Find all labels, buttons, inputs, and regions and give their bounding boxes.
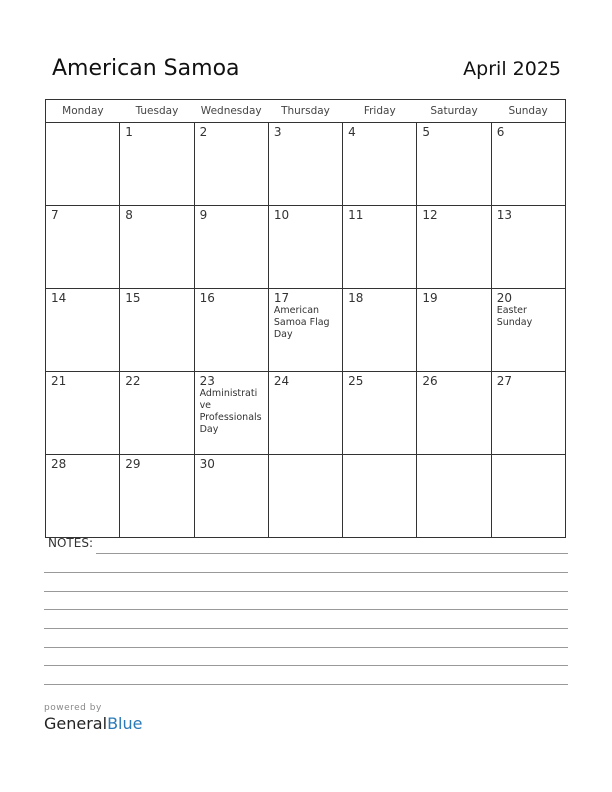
day-number: 28 <box>51 457 67 471</box>
day-cell <box>491 206 565 289</box>
day-cell <box>194 289 268 372</box>
day-number: 17 <box>273 291 290 305</box>
day-number: 9 <box>199 208 208 222</box>
day-cell <box>120 289 194 372</box>
day-cell <box>120 123 194 206</box>
day-number: 6 <box>496 125 505 139</box>
day-cell <box>417 455 491 538</box>
weekday-header: Friday <box>343 100 417 123</box>
notes-label: NOTES: <box>48 536 93 550</box>
weekday-header: Saturday <box>417 100 491 123</box>
day-cell <box>417 372 491 455</box>
day-cell <box>46 372 120 455</box>
weekday-header-row <box>46 100 566 123</box>
day-cell <box>343 123 417 206</box>
day-number: 21 <box>51 374 67 388</box>
day-number: 27 <box>496 374 512 388</box>
weekday-header: Monday <box>46 100 120 123</box>
day-number: 15 <box>125 291 141 305</box>
day-cell <box>46 206 120 289</box>
brand-name <box>44 714 142 733</box>
day-number: 25 <box>348 374 364 388</box>
weekday-header: Wednesday <box>194 100 268 123</box>
holiday-label: Administrative Professionals Day <box>199 388 262 435</box>
holiday-label: American Samoa Flag Day <box>273 305 330 340</box>
day-cell <box>491 455 565 538</box>
calendar-month: April 2025 <box>463 58 561 80</box>
day-number: 24 <box>273 374 290 388</box>
day-number: 14 <box>51 291 67 305</box>
day-number: 20 <box>496 291 512 305</box>
day-cell <box>268 123 342 206</box>
day-cell <box>343 372 417 455</box>
calendar-title: American Samoa <box>52 56 240 81</box>
day-number: 16 <box>199 291 215 305</box>
notes-line <box>44 647 568 648</box>
day-number: 4 <box>348 125 356 139</box>
notes-line <box>44 591 568 592</box>
day-cell <box>491 289 565 372</box>
day-cell <box>491 372 565 455</box>
day-number: 3 <box>273 125 282 139</box>
day-number: 11 <box>348 208 364 222</box>
day-number: 7 <box>51 208 59 222</box>
day-number: 19 <box>422 291 438 305</box>
notes-line <box>44 609 568 610</box>
day-cell <box>343 206 417 289</box>
notes-line <box>44 572 568 573</box>
day-cell <box>194 372 268 455</box>
week-row <box>46 123 566 206</box>
day-cell <box>417 123 491 206</box>
weekday-header: Sunday <box>491 100 565 123</box>
notes-line <box>44 628 568 629</box>
holiday-label: Easter Sunday <box>496 305 533 328</box>
day-cell <box>46 123 120 206</box>
day-cell <box>268 455 342 538</box>
day-cell <box>491 123 565 206</box>
day-cell <box>120 455 194 538</box>
day-cell <box>268 289 342 372</box>
week-row <box>46 289 566 372</box>
day-number: 5 <box>422 125 431 139</box>
week-row <box>46 455 566 538</box>
day-number: 22 <box>125 374 141 388</box>
day-cell <box>268 372 342 455</box>
day-cell <box>343 455 417 538</box>
day-number: 2 <box>199 125 208 139</box>
day-cell <box>268 206 342 289</box>
notes-line <box>96 553 568 554</box>
weekday-header: Tuesday <box>120 100 194 123</box>
notes-line <box>44 684 568 685</box>
week-row <box>46 206 566 289</box>
day-number: 8 <box>125 208 133 222</box>
brand-name-general: General <box>44 714 108 733</box>
day-cell <box>120 206 194 289</box>
day-cell <box>194 123 268 206</box>
weekday-header: Thursday <box>268 100 342 123</box>
day-cell <box>417 289 491 372</box>
day-number: 1 <box>125 125 133 139</box>
brand-logo <box>44 703 142 733</box>
day-number: 13 <box>496 208 512 222</box>
notes-line <box>44 665 568 666</box>
calendar-grid <box>45 99 566 538</box>
day-cell <box>194 206 268 289</box>
day-number: 23 <box>199 374 215 388</box>
powered-by-text: powered by <box>44 703 102 713</box>
day-number: 26 <box>422 374 438 388</box>
day-cell <box>417 206 491 289</box>
day-cell <box>120 372 194 455</box>
day-cell <box>194 455 268 538</box>
day-number: 30 <box>199 457 215 471</box>
day-cell <box>46 289 120 372</box>
day-cell <box>343 289 417 372</box>
day-number: 18 <box>348 291 364 305</box>
day-number: 10 <box>273 208 290 222</box>
day-number: 12 <box>422 208 438 222</box>
week-row <box>46 372 566 455</box>
day-cell <box>46 455 120 538</box>
day-number: 29 <box>125 457 141 471</box>
brand-name-blue: Blue <box>107 714 143 733</box>
